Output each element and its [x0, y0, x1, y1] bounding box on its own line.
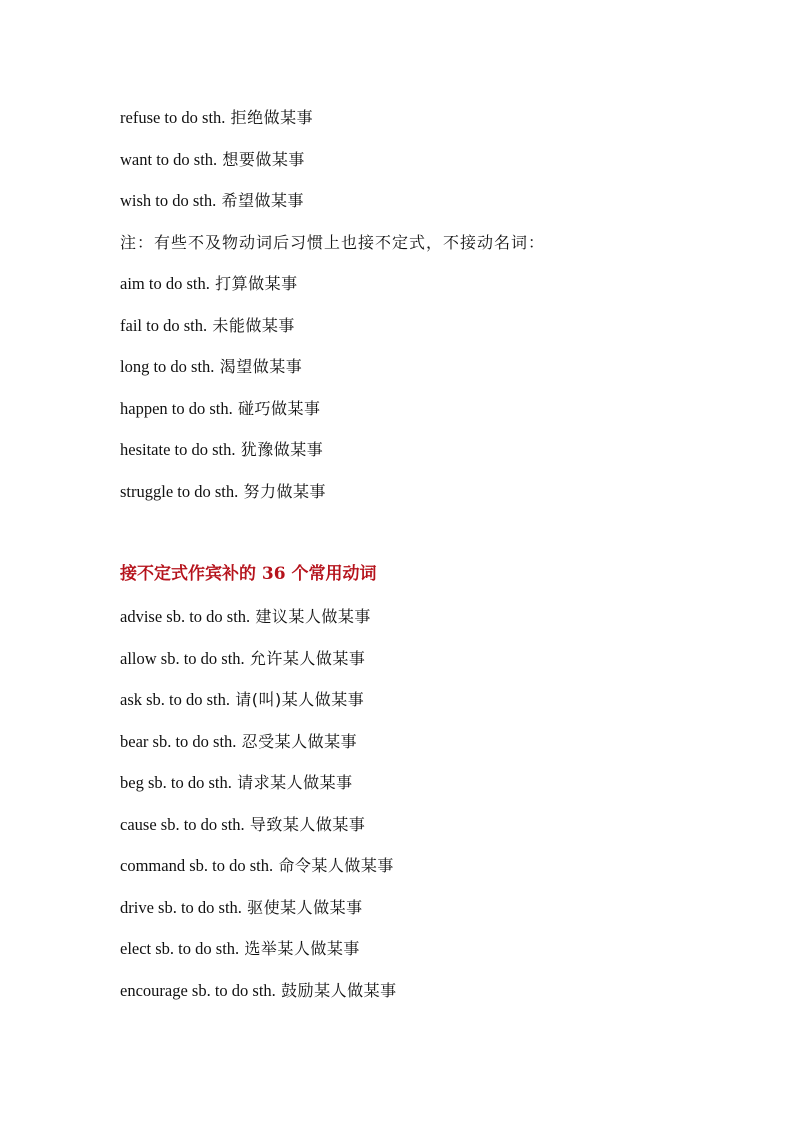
phrase-chinese: 导致某人做某事 [249, 814, 366, 834]
phrase-chinese: 建议某人做某事 [255, 607, 371, 626]
phrase-english: want to do sth. [120, 149, 218, 169]
phrase-chinese: 选举某人做某事 [244, 939, 360, 958]
phrase-english: command sb. to do sth. [120, 856, 274, 875]
list-item [120, 139, 720, 181]
phrase-chinese: 犹豫做某事 [240, 440, 324, 459]
phrase-english: struggle to do sth. [120, 481, 239, 501]
list-item [120, 638, 720, 680]
phrase-chinese: 驱使某人做某事 [247, 897, 363, 917]
phrase-chinese: 拒绝做某事 [230, 108, 314, 127]
list-item [120, 180, 720, 222]
list-item [120, 97, 720, 139]
note-text: 注：有些不及物动词后习惯上也接不定式，不接动名词： [120, 232, 546, 252]
verb-list-2 [120, 596, 720, 1011]
list-item [120, 388, 720, 430]
phrase-english: cause sb. to do sth. [120, 814, 245, 834]
list-item [120, 970, 720, 1012]
list-item [120, 346, 720, 388]
phrase-chinese: 碰巧做某事 [238, 398, 321, 418]
list-item [120, 762, 720, 804]
phrase-english: bear sb. to do sth. [120, 731, 237, 751]
phrase-english: allow sb. to do sth. [120, 648, 245, 668]
phrase-chinese: 请求某人做某事 [237, 773, 353, 792]
list-item [120, 804, 720, 846]
phrase-english: ask sb. to do sth. [120, 690, 231, 709]
list-item [120, 471, 720, 513]
phrase-chinese: 渴望做某事 [219, 357, 303, 376]
list-item [120, 721, 720, 763]
list-item [120, 845, 720, 887]
phrase-english: happen to do sth. [120, 398, 233, 418]
phrase-chinese: 努力做某事 [243, 481, 327, 501]
phrase-english: fail to do sth. [120, 315, 208, 335]
list-item [120, 429, 720, 471]
phrase-chinese: 希望做某事 [221, 191, 305, 210]
phrase-english: advise sb. to do sth. [120, 607, 251, 626]
phrase-chinese: 忍受某人做某事 [241, 731, 358, 751]
phrase-chinese: 请(叫)某人做某事 [235, 690, 365, 709]
list-item [120, 887, 720, 929]
phrase-english: encourage sb. to do sth. [120, 980, 276, 1000]
list-item [120, 305, 720, 347]
list-item [120, 679, 720, 721]
phrase-english: hesitate to do sth. [120, 440, 236, 459]
list-item [120, 596, 720, 638]
phrase-chinese: 未能做某事 [212, 315, 295, 335]
list-item [120, 928, 720, 970]
phrase-english: aim to do sth. [120, 274, 210, 293]
phrase-english: elect sb. to do sth. [120, 939, 240, 958]
phrase-chinese: 命令某人做某事 [278, 856, 394, 875]
phrase-english: wish to do sth. [120, 191, 217, 210]
phrase-chinese: 想要做某事 [222, 149, 305, 169]
section-heading: 接不定式作宾补的 36 个常用动词 [120, 564, 377, 584]
phrase-english: refuse to do sth. [120, 108, 226, 127]
verb-list-1 [120, 97, 720, 512]
phrase-english: beg sb. to do sth. [120, 773, 232, 792]
phrase-english: drive sb. to do sth. [120, 897, 242, 917]
phrase-chinese: 允许某人做某事 [249, 648, 366, 668]
phrase-chinese: 打算做某事 [215, 274, 298, 293]
list-item [120, 263, 720, 305]
phrase-chinese: 鼓励某人做某事 [281, 980, 397, 1000]
phrase-english: long to do sth. [120, 357, 215, 376]
